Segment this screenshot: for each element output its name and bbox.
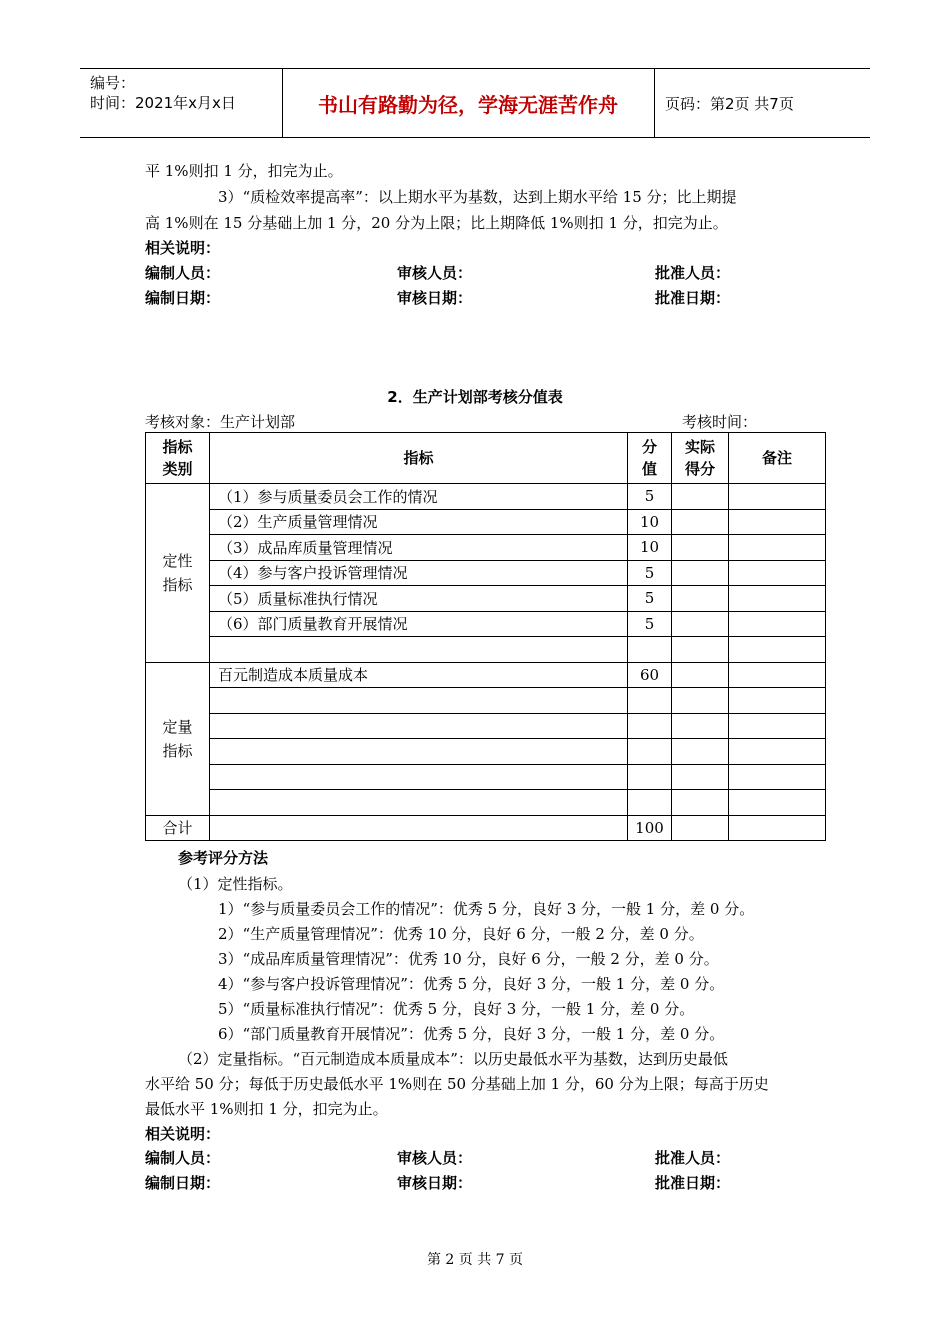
remark-cell[interactable] [729,560,826,586]
remark-cell[interactable] [729,713,826,739]
indicator-name: （6）部门质量教育开展情况 [210,611,628,637]
indicator-score [628,688,672,714]
actual-score-cell[interactable] [672,509,729,535]
score-table [145,432,826,841]
doc-number-label: 编号： [90,74,136,92]
header-remark: 备注 [729,433,826,484]
actual-score-cell[interactable] [672,764,729,790]
method-item: 4）“参与客户投诉管理情况”：优秀 5 分，良好 3 分，一般 1 分，差 0 分。 [218,975,725,993]
indicator-name [210,713,628,739]
method-item: 2）“生产质量管理情况”：优秀 10 分，良好 6 分，一般 2 分，差 0 分。 [218,925,704,943]
assess-time: 考核时间： [682,413,758,431]
reviewer-label: 审核人员： [397,1149,473,1167]
indicator-score [628,790,672,816]
indicator-score: 10 [628,509,672,535]
review-date-label: 审核日期： [397,289,473,307]
edit-date-label: 编制日期： [145,289,221,307]
remark-cell[interactable] [729,790,826,816]
indicator-score [628,739,672,765]
remark-cell[interactable] [729,611,826,637]
table-row [146,509,826,535]
indicator-score: 5 [628,560,672,586]
table-row [146,535,826,561]
table-row [146,662,826,688]
table-header-row [146,433,826,484]
method-item: 5）“质量标准执行情况”：优秀 5 分，良好 3 分，一般 1 分，差 0 分。 [218,1000,695,1018]
method-quant-line: （2）定量指标。“百元制造成本质量成本”：以历史最低水平为基数，达到历史最低 [178,1050,728,1068]
indicator-name: 百元制造成本质量成本 [210,662,628,688]
actual-score-cell[interactable] [672,637,729,663]
total-indicator-cell [210,815,628,841]
remark-cell[interactable] [729,535,826,561]
indicator-name [210,688,628,714]
actual-score-cell[interactable] [672,713,729,739]
qualitative-category: 定性 指标 [146,484,210,663]
table-row [146,560,826,586]
header-indicator: 指标 [210,433,628,484]
remark-cell[interactable] [729,739,826,765]
approver-label: 批准人员： [655,264,731,282]
page-info: 页码：第2页 共7页 [665,95,794,113]
table-row [146,790,826,816]
actual-score-cell[interactable] [672,535,729,561]
indicator-name: （1）参与质量委员会工作的情况 [210,484,628,510]
reviewer-label: 审核人员： [397,264,473,282]
total-label: 合计 [146,815,210,841]
indicator-name: （3）成品库质量管理情况 [210,535,628,561]
actual-score-cell[interactable] [672,815,729,841]
actual-score-cell[interactable] [672,586,729,612]
method-item: 1）“参与质量委员会工作的情况”：优秀 5 分，良好 3 分，一般 1 分，差 0 分。 [218,900,755,918]
actual-score-cell[interactable] [672,611,729,637]
table-row [146,484,826,510]
paragraph-line: 平 1%则扣 1 分，扣完为止。 [145,162,343,180]
page-header [80,68,870,138]
method-qual-heading: （1）定性指标。 [178,875,293,893]
indicator-score: 5 [628,611,672,637]
remark-cell[interactable] [729,637,826,663]
approve-date-label: 批准日期： [655,289,731,307]
method-item: 3）“成品库质量管理情况”：优秀 10 分，良好 6 分，一般 2 分，差 0 分。 [218,950,719,968]
indicator-score: 60 [628,662,672,688]
indicator-score: 5 [628,586,672,612]
table-row [146,764,826,790]
indicator-score [628,637,672,663]
editor-label: 编制人员： [145,264,221,282]
indicator-name [210,739,628,765]
remark-cell[interactable] [729,662,826,688]
indicator-name [210,637,628,663]
table-row [146,688,826,714]
method-quant-line: 最低水平 1%则扣 1 分，扣完为止。 [145,1100,388,1118]
method-title: 参考评分方法 [178,849,269,867]
remark-cell[interactable] [729,484,826,510]
indicator-score: 5 [628,484,672,510]
method-item: 6）“部门质量教育开展情况”：优秀 5 分，良好 3 分，一般 1 分，差 0 分。 [218,1025,725,1043]
remark-cell[interactable] [729,509,826,535]
header-score: 分 值 [628,433,672,484]
review-date-label: 审核日期： [397,1174,473,1192]
method-quant-line: 水平给 50 分；每低于历史最低水平 1%则在 50 分基础上加 1 分，60 分为上限；每高于历史 [145,1075,769,1093]
remark-cell[interactable] [729,815,826,841]
paragraph-line: 高 1%则在 15 分基础上加 1 分，20 分为上限；比上期降低 1%则扣 1 分，扣完为止。 [145,214,728,232]
notes-label: 相关说明： [145,239,221,257]
header-category: 指标 类别 [146,433,210,484]
indicator-score: 10 [628,535,672,561]
header-motto: 书山有路勤为径，学海无涯苦作舟 [318,92,618,117]
table-row [146,637,826,663]
indicator-name: （4）参与客户投诉管理情况 [210,560,628,586]
table-row [146,739,826,765]
assess-target: 考核对象：生产计划部 [145,413,296,431]
approve-date-label: 批准日期： [655,1174,731,1192]
indicator-name [210,764,628,790]
table-row [146,586,826,612]
actual-score-cell[interactable] [672,688,729,714]
table-row [146,713,826,739]
remark-cell[interactable] [729,586,826,612]
header-actual: 实际 得分 [672,433,729,484]
total-score: 100 [628,815,672,841]
approver-label: 批准人员： [655,1149,731,1167]
indicator-name [210,790,628,816]
actual-score-cell[interactable] [672,739,729,765]
total-row [146,815,826,841]
table-title: 2．生产计划部考核分值表 [387,388,563,406]
remark-cell[interactable] [729,688,826,714]
remark-cell[interactable] [729,764,826,790]
page-footer: 第 2 页 共 7 页 [426,1252,524,1268]
editor-label: 编制人员： [145,1149,221,1167]
actual-score-cell[interactable] [672,790,729,816]
indicator-name: （5）质量标准执行情况 [210,586,628,612]
doc-time-label: 时间：2021年x月x日 [90,94,236,112]
table-row [146,611,826,637]
header-meta [90,73,236,113]
indicator-name: （2）生产质量管理情况 [210,509,628,535]
actual-score-cell[interactable] [672,484,729,510]
indicator-score [628,764,672,790]
notes-label: 相关说明： [145,1125,221,1143]
paragraph-line: 3）“质检效率提高率”：以上期水平为基数，达到上期水平给 15 分；比上期提 [218,188,737,206]
header-divider [654,69,655,137]
edit-date-label: 编制日期： [145,1174,221,1192]
indicator-score [628,713,672,739]
actual-score-cell[interactable] [672,662,729,688]
quantitative-category: 定量 指标 [146,662,210,815]
actual-score-cell[interactable] [672,560,729,586]
